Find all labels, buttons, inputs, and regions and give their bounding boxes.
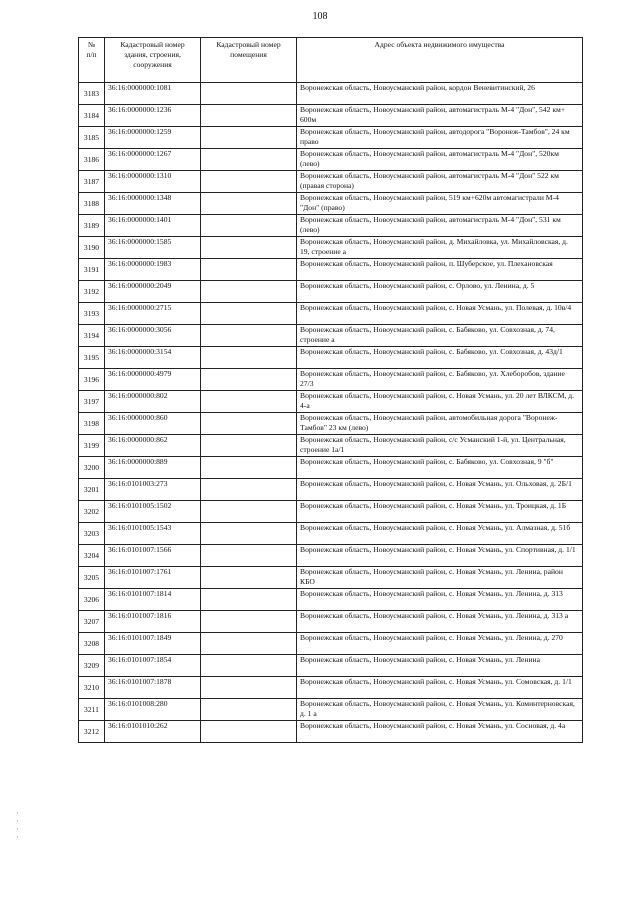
row-number: 3206 (79, 589, 105, 611)
room-cadastral-number (201, 127, 297, 149)
room-cadastral-number (201, 105, 297, 127)
room-cadastral-number (201, 83, 297, 105)
building-cadastral-number: 36:16:0000000:2715 (105, 303, 201, 325)
property-address: Воронежская область, Новоусманский район, с. Новая Усмань, ул. Сосновая, д. 4а (297, 721, 583, 743)
building-cadastral-number: 36:16:0000000:889 (105, 457, 201, 479)
property-address: Воронежская область, Новоусманский район, с. Новая Усмань, ул. Алмазная, д. 51б (297, 523, 583, 545)
table-row (79, 83, 583, 105)
room-cadastral-number (201, 347, 297, 369)
row-number: 3204 (79, 545, 105, 567)
property-address: Воронежская область, Новоусманский район, 519 км+620м автомагистрали М-4 "Дон" (право) (297, 193, 583, 215)
row-number: 3198 (79, 413, 105, 435)
property-address: Воронежская область, Новоусманский район, с. Новая Усмань, ул. 20 лет ВЛКСМ, д. 4-а (297, 391, 583, 413)
row-number: 3191 (79, 259, 105, 281)
property-address: Воронежская область, Новоусманский район, с. Новая Усмань, ул. Сомовская, д. 1/1 (297, 677, 583, 699)
room-cadastral-number (201, 215, 297, 237)
building-cadastral-number: 36:16:0101007:1878 (105, 677, 201, 699)
room-cadastral-number (201, 391, 297, 413)
table-row (79, 655, 583, 677)
header-room-cadastral: Кадастровый номер помещения (201, 38, 297, 83)
row-number: 3196 (79, 369, 105, 391)
table-body (79, 83, 583, 743)
property-address: Воронежская область, Новоусманский район, с. Новая Усмань, ул. Коминтерновская, д. 1 а (297, 699, 583, 721)
property-address: Воронежская область, Новоусманский район, автомагистраль М-4 "Дон" 522 км (правая сторона) (297, 171, 583, 193)
building-cadastral-number: 36:16:0000000:2049 (105, 281, 201, 303)
room-cadastral-number (201, 413, 297, 435)
property-address: Воронежская область, Новоусманский район, автомагистраль М-4 "Дон", 520км (лево) (297, 149, 583, 171)
row-number: 3205 (79, 567, 105, 589)
property-address: Воронежская область, Новоусманский район, автомагистраль М-4 "Дон", 531 км (лево) (297, 215, 583, 237)
table-row (79, 171, 583, 193)
room-cadastral-number (201, 325, 297, 347)
row-number: 3183 (79, 83, 105, 105)
page-number: 108 (312, 11, 328, 22)
property-address: Воронежская область, Новоусманский район, с. Новая Усмань, ул. Ленина, д. 313 а (297, 611, 583, 633)
building-cadastral-number: 36:16:0101007:1816 (105, 611, 201, 633)
table-header (79, 38, 583, 83)
table-row (79, 589, 583, 611)
property-address: Воронежская область, Новоусманский район, п. Шуберское, ул. Плехановская (297, 259, 583, 281)
table-row (79, 721, 583, 743)
row-number: 3210 (79, 677, 105, 699)
building-cadastral-number: 36:16:0000000:1585 (105, 237, 201, 259)
property-address: Воронежская область, Новоусманский район, с. Бабяково, ул. Совхозная, д. 43д/1 (297, 347, 583, 369)
room-cadastral-number (201, 589, 297, 611)
room-cadastral-number (201, 369, 297, 391)
table-row (79, 501, 583, 523)
header-address: Адрес объекта недвижимого имущества (297, 38, 583, 83)
property-address: Воронежская область, Новоусманский район, кордон Веневитинский, 26 (297, 83, 583, 105)
row-number: 3212 (79, 721, 105, 743)
building-cadastral-number: 36:16:0000000:1348 (105, 193, 201, 215)
property-address: Воронежская область, Новоусманский район, с. Новая Усмань, ул. Спортивная, д. 1/1 (297, 545, 583, 567)
room-cadastral-number (201, 479, 297, 501)
property-address: Воронежская область, Новоусманский район, с/с Усманский 1-й, ул. Центральная, строение 1а/1 (297, 435, 583, 457)
room-cadastral-number (201, 721, 297, 743)
property-address: Воронежская область, Новоусманский район, автодорога "Воронеж-Тамбов", 24 км право (297, 127, 583, 149)
row-number: 3194 (79, 325, 105, 347)
row-number: 3188 (79, 193, 105, 215)
building-cadastral-number: 36:16:0000000:3154 (105, 347, 201, 369)
table-row (79, 259, 583, 281)
row-number: 3189 (79, 215, 105, 237)
building-cadastral-number: 36:16:0101007:1854 (105, 655, 201, 677)
row-number: 3209 (79, 655, 105, 677)
row-number: 3203 (79, 523, 105, 545)
property-address: Воронежская область, Новоусманский район, автомобильная дорога "Воронеж-Тамбов" 23 км (лево) (297, 413, 583, 435)
building-cadastral-number: 36:16:0000000:1259 (105, 127, 201, 149)
row-number: 3190 (79, 237, 105, 259)
property-address: Воронежская область, Новоусманский район, с. Бабяково, ул. Совхозная, 9 "б" (297, 457, 583, 479)
binding-marks: · · · · (16, 809, 19, 842)
property-address: Воронежская область, Новоусманский район, с. Новая Усмань, ул. Ленина, д. 270 (297, 633, 583, 655)
room-cadastral-number (201, 523, 297, 545)
room-cadastral-number (201, 435, 297, 457)
room-cadastral-number (201, 149, 297, 171)
building-cadastral-number: 36:16:0101007:1566 (105, 545, 201, 567)
room-cadastral-number (201, 457, 297, 479)
building-cadastral-number: 36:16:0101008:280 (105, 699, 201, 721)
row-number: 3192 (79, 281, 105, 303)
row-number: 3186 (79, 149, 105, 171)
property-registry-table (78, 37, 583, 743)
property-address: Воронежская область, Новоусманский район, с. Бабяково, ул. Хлеборобов, здание 27/3 (297, 369, 583, 391)
property-address: Воронежская область, Новоусманский район, с. Новая Усмань, ул. Ольховая, д. 2Б/1 (297, 479, 583, 501)
row-number: 3208 (79, 633, 105, 655)
building-cadastral-number: 36:16:0000000:862 (105, 435, 201, 457)
row-number: 3185 (79, 127, 105, 149)
property-address: Воронежская область, Новоусманский район, с. Орлово, ул. Ленина, д. 5 (297, 281, 583, 303)
table-row (79, 545, 583, 567)
table-row (79, 303, 583, 325)
room-cadastral-number (201, 259, 297, 281)
table-row (79, 479, 583, 501)
room-cadastral-number (201, 545, 297, 567)
table-row (79, 699, 583, 721)
building-cadastral-number: 36:16:0000000:1983 (105, 259, 201, 281)
table-row (79, 193, 583, 215)
building-cadastral-number: 36:16:0101010:262 (105, 721, 201, 743)
building-cadastral-number: 36:16:0000000:3056 (105, 325, 201, 347)
row-number: 3197 (79, 391, 105, 413)
room-cadastral-number (201, 171, 297, 193)
building-cadastral-number: 36:16:0101007:1761 (105, 567, 201, 589)
building-cadastral-number: 36:16:0000000:860 (105, 413, 201, 435)
building-cadastral-number: 36:16:0000000:1310 (105, 171, 201, 193)
room-cadastral-number (201, 237, 297, 259)
table-row (79, 281, 583, 303)
row-number: 3195 (79, 347, 105, 369)
room-cadastral-number (201, 193, 297, 215)
property-address: Воронежская область, Новоусманский район, с. Новая Усмань, ул. Полевая, д. 10в/4 (297, 303, 583, 325)
room-cadastral-number (201, 633, 297, 655)
property-address: Воронежская область, Новоусманский район, с. Новая Усмань, ул. Ленина (297, 655, 583, 677)
building-cadastral-number: 36:16:0000000:1267 (105, 149, 201, 171)
table-row (79, 677, 583, 699)
property-address: Воронежская область, Новоусманский район, с. Бабяково, ул. Совхозная, д. 74, строение а (297, 325, 583, 347)
table-row (79, 237, 583, 259)
property-address: Воронежская область, Новоусманский район, автомагистраль М-4 "Дон", 542 км+ 600м (297, 105, 583, 127)
property-address: Воронежская область, Новоусманский район, с. Новая Усмань, ул. Ленина, район КБО (297, 567, 583, 589)
table-row (79, 435, 583, 457)
row-number: 3200 (79, 457, 105, 479)
room-cadastral-number (201, 567, 297, 589)
building-cadastral-number: 36:16:0000000:1401 (105, 215, 201, 237)
row-number: 3207 (79, 611, 105, 633)
table-row (79, 457, 583, 479)
building-cadastral-number: 36:16:0101005:1502 (105, 501, 201, 523)
table-row (79, 633, 583, 655)
header-row (79, 38, 583, 83)
table-row (79, 347, 583, 369)
row-number: 3184 (79, 105, 105, 127)
header-building-cadastral: Кадастровый номер здания, строения, сооружения (105, 38, 201, 83)
row-number: 3199 (79, 435, 105, 457)
building-cadastral-number: 36:16:0101007:1814 (105, 589, 201, 611)
building-cadastral-number: 36:16:0000000:4979 (105, 369, 201, 391)
property-address: Воронежская область, Новоусманский район, д. Михайловка, ул. Михайловская, д. 19, строение а (297, 237, 583, 259)
building-cadastral-number: 36:16:0101007:1849 (105, 633, 201, 655)
table-row (79, 369, 583, 391)
building-cadastral-number: 36:16:0000000:1236 (105, 105, 201, 127)
room-cadastral-number (201, 699, 297, 721)
room-cadastral-number (201, 677, 297, 699)
table-row (79, 149, 583, 171)
room-cadastral-number (201, 611, 297, 633)
header-num: № п/п (79, 38, 105, 83)
room-cadastral-number (201, 655, 297, 677)
table-row (79, 325, 583, 347)
table-row (79, 105, 583, 127)
table-row (79, 215, 583, 237)
row-number: 3202 (79, 501, 105, 523)
room-cadastral-number (201, 303, 297, 325)
table-row (79, 611, 583, 633)
table-row (79, 523, 583, 545)
table-row (79, 127, 583, 149)
building-cadastral-number: 36:16:0101003:273 (105, 479, 201, 501)
building-cadastral-number: 36:16:0000000:802 (105, 391, 201, 413)
row-number: 3211 (79, 699, 105, 721)
building-cadastral-number: 36:16:0101005:1543 (105, 523, 201, 545)
property-address: Воронежская область, Новоусманский район, с. Новая Усмань, ул. Троицкая, д. 1Б (297, 501, 583, 523)
row-number: 3187 (79, 171, 105, 193)
room-cadastral-number (201, 501, 297, 523)
table-row (79, 391, 583, 413)
building-cadastral-number: 36:16:0000000:1081 (105, 83, 201, 105)
table-row (79, 567, 583, 589)
row-number: 3201 (79, 479, 105, 501)
property-address: Воронежская область, Новоусманский район, с. Новая Усмань, ул. Ленина, д. 313 (297, 589, 583, 611)
table-row (79, 413, 583, 435)
room-cadastral-number (201, 281, 297, 303)
row-number: 3193 (79, 303, 105, 325)
